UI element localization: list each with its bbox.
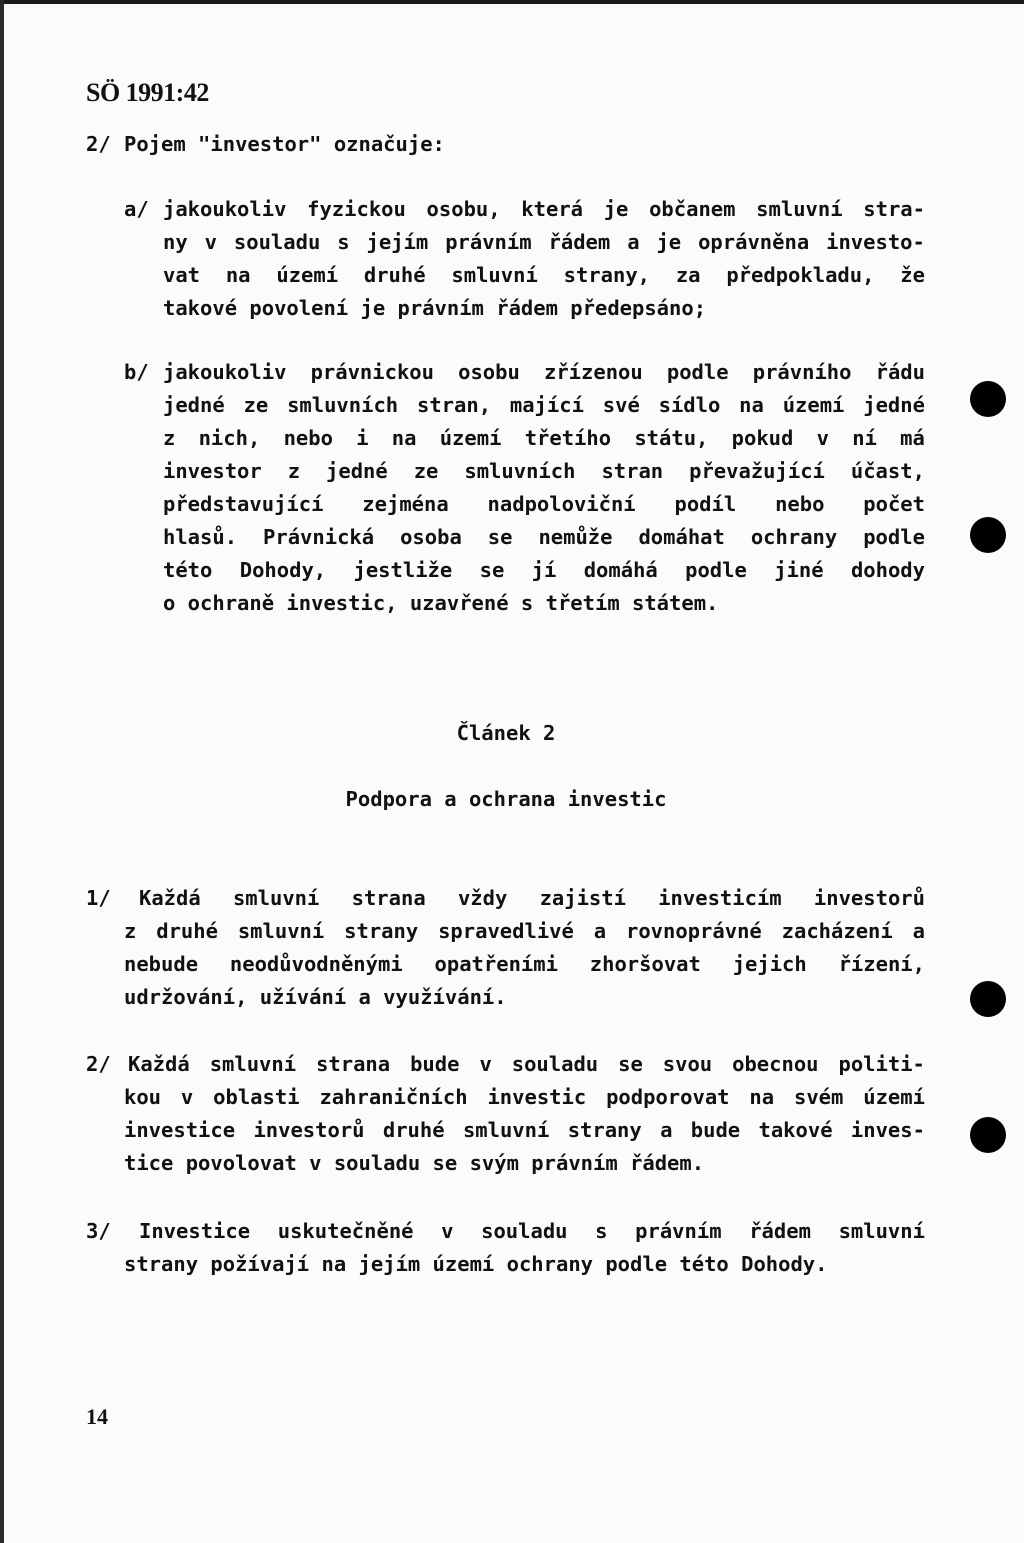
- item-b-line-8: o ochraně investic, uzavřené s třetím státem.: [163, 591, 719, 615]
- page-number: 14: [86, 1404, 108, 1429]
- article-title: Podpora a ochrana investic: [345, 787, 667, 811]
- item-b-line-3: z nich, nebo i na území třetího státu, pokud v ní má: [163, 426, 925, 450]
- item-b-line-6: hlasů. Právnická osoba se nemůže domáhat ochrany podle: [163, 525, 925, 549]
- para-2-line-3: investice investorů druhé smluvní strany a bude takové inves-: [124, 1118, 925, 1142]
- item-b-line-2: jedné ze smluvních stran, mající své sídlo na území jedné: [163, 393, 925, 417]
- para-2-label: 2/: [86, 1052, 111, 1076]
- para-1-line-1: Každá smluvní strana vždy zajistí investicím investorů: [139, 886, 925, 910]
- item-a-line-1: jakoukoliv fyzickou osobu, která je občanem smluvní stra-: [163, 197, 925, 221]
- item-a-line-4: takové povolení je právním řádem předepsáno;: [163, 296, 707, 320]
- para-3-line-1: Investice uskutečněné v souladu s právním řádem smluvní: [139, 1219, 925, 1243]
- para-1-line-3: nebude neodůvodněnými opatřeními zhoršovat jejich řízení,: [124, 952, 925, 976]
- para-3-line-2: strany požívají na jejím území ochrany podle této Dohody.: [124, 1252, 828, 1276]
- punch-hole: [970, 381, 1006, 417]
- punch-hole: [970, 517, 1006, 553]
- para-1-line-4: udržování, užívání a využívání.: [124, 985, 507, 1009]
- punch-hole: [970, 981, 1006, 1017]
- punch-hole: [970, 1117, 1006, 1153]
- para-3-label: 3/: [86, 1219, 111, 1243]
- scan-edge-top: [0, 0, 1024, 4]
- para-2-line-4: tice povolovat v souladu se svým právním řádem.: [124, 1151, 705, 1175]
- item-a-line-2: ny v souladu s jejím právním řádem a je oprávněna investo-: [163, 230, 925, 254]
- item-b-line-4: investor z jedné ze smluvních stran převažující účast,: [163, 459, 925, 483]
- item-a-line-3: vat na území druhé smluvní strany, za předpokladu, že: [163, 263, 925, 287]
- item-b-label: b/: [124, 360, 149, 384]
- article-number: Článek 2: [456, 721, 556, 745]
- item-a-label: a/: [124, 197, 149, 221]
- item-b-line-1: jakoukoliv právnickou osobu zřízenou podle právního řádu: [163, 360, 925, 384]
- para-2-line-1: Každá smluvní strana bude v souladu se svou obecnou politi-: [128, 1052, 925, 1076]
- scan-edge-left: [0, 0, 4, 1543]
- para-1-line-2: z druhé smluvní strany spravedlivé a rovnoprávné zacházení a: [124, 919, 925, 943]
- item-2-text: Pojem "investor" označuje:: [124, 132, 445, 156]
- para-2-line-2: kou v oblasti zahraničních investic podporovat na svém území: [124, 1085, 925, 1109]
- document-reference: SÖ 1991:42: [86, 78, 209, 107]
- item-b-line-5: představující zejména nadpoloviční podíl nebo počet: [163, 492, 925, 516]
- item-2-label: 2/: [86, 132, 111, 156]
- item-b-line-7: této Dohody, jestliže se jí domáhá podle jiné dohody: [163, 558, 925, 582]
- para-1-label: 1/: [86, 886, 111, 910]
